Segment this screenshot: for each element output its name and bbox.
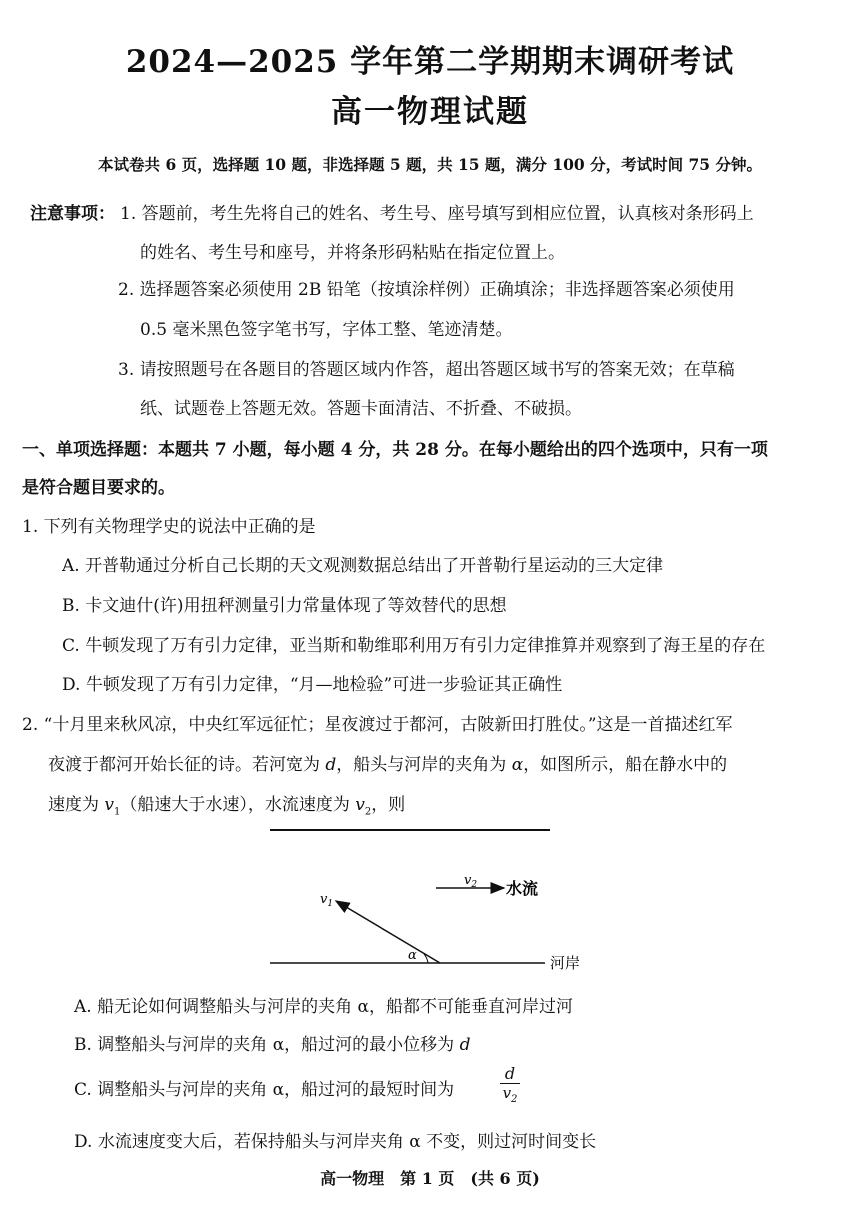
fraction-d-over-v2: $\frac{d}{v_2}$ bbox=[500, 1065, 520, 1109]
q2-stem-line1: 2. “十月里来秋风凉，中央红军远征忙；星夜渡过于都河，古陂新田打胜仗。”这是一首描述红军 bbox=[22, 715, 733, 735]
angle-label: α bbox=[408, 948, 417, 963]
notice-item-2b: 0.5 毫米黑色签字笔书写，字体工整、笔迹清楚。 bbox=[140, 320, 513, 340]
q2-stem-line2: 夜渡于都河开始长征的诗。若河宽为 d，船头与河岸的夹角为 α，如图所示，船在静水中的 bbox=[48, 755, 728, 775]
q2-stem-line3: 速度为 $v_1$（船速大于水速），水流速度为 $v_2$，则 bbox=[48, 795, 406, 818]
notice-item-3b: 纸、试题卷上答题无效。答题卡面清洁、不折叠、不破损。 bbox=[140, 399, 582, 419]
q2-option-c: C. 调整船头与河岸的夹角 α，船过河的最短时间为 bbox=[74, 1080, 455, 1100]
exam-intro: 本试卷共 6 页，选择题 10 题，非选择题 5 题，共 15 题，满分 100 分，考试时间 75 分钟。 bbox=[98, 155, 762, 174]
river-crossing-figure bbox=[260, 815, 620, 985]
exam-title: 2024—2025 学年第二学期期末调研考试 bbox=[125, 44, 735, 80]
notice-item-3a: 3. 请按照题号在各题目的答题区域内作答，超出答题区域书写的答案无效；在草稿 bbox=[118, 360, 735, 380]
exam-subtitle: 高一物理试题 bbox=[331, 94, 529, 130]
bank-label: 河岸 bbox=[550, 954, 581, 972]
q1-option-d: D. 牛顿发现了万有引力定律，“月—地检验”可进一步验证其正确性 bbox=[62, 675, 563, 695]
q1-option-c: C. 牛顿发现了万有引力定律，亚当斯和勒维耶利用万有引力定律推算并观察到了海王星的存在 bbox=[62, 636, 766, 656]
q1-stem: 1. 下列有关物理学史的说法中正确的是 bbox=[22, 517, 316, 537]
page-footer: 高一物理 第 1 页 (共 6 页) bbox=[320, 1169, 540, 1188]
notice-label: 注意事项： bbox=[30, 204, 115, 224]
q2-option-a: A. 船无论如何调整船头与河岸的夹角 α，船都不可能垂直河岸过河 bbox=[74, 997, 573, 1017]
section-heading: 一、单项选择题：本题共 7 小题，每小题 4 分，共 28 分。在每小题给出的四个选项中，只有一项 bbox=[22, 440, 768, 460]
q1-option-a: A. 开普勒通过分析自己长期的天文观测数据总结出了开普勒行星运动的三大定律 bbox=[62, 556, 664, 576]
notice-item-1b: 的姓名、考生号和座号，并将条形码粘贴在指定位置上。 bbox=[140, 243, 565, 263]
notice-item-1a: 1. 答题前，考生先将自己的姓名、考生号、座号填写到相应位置，认真核对条形码上 bbox=[120, 204, 754, 224]
q2-option-b: B. 调整船头与河岸的夹角 α，船过河的最小位移为 d bbox=[74, 1035, 471, 1055]
v1-label: $v_1$ bbox=[320, 892, 334, 909]
section-heading-cont: 是符合题目要求的。 bbox=[22, 478, 175, 498]
v2-label: $v_2$ bbox=[464, 873, 478, 890]
q2-option-d: D. 水流速度变大后，若保持船头与河岸夹角 α 不变，则过河时间变长 bbox=[74, 1132, 597, 1152]
notice-item-2a: 2. 选择题答案必须使用 2B 铅笔（按填涂样例）正确填涂；非选择题答案必须使用 bbox=[118, 280, 735, 300]
q1-option-b: B. 卡文迪什(许)用扭秤测量引力常量体现了等效替代的思想 bbox=[62, 596, 507, 616]
flow-label: 水流 bbox=[506, 879, 539, 898]
